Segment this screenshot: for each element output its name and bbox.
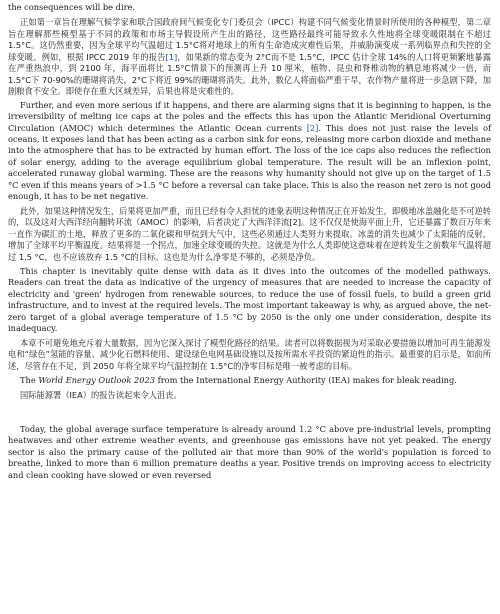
paragraph-en-5: Today, the global average surface temperature is already around 1.2 °C above pre-industrial levels, prompting heatwaves and other extreme weather events, and greenhouse gas emissions have not yet peaked. The energy sector is also the primary cause of the polluted air that more than 90% of the world's population is forced to breathe, linked to more than 6 million premature deaths a year. Positive trends on improving access to electricity and clean cooking have slowed or even reversed	[8, 423, 491, 480]
paragraph-en-2	[8, 100, 491, 203]
paragraph-zh-1-text-a: 正如第一章旨在理解气候学家和联合国政府间气候变化专门委员会（IPCC）构建不同气候变化情景时所使用的各种模型，第二章旨在理解那些模型基于不同的政策和市场主导假设所产生出的路径，这些路径最终可能导致永久性地将全球变暖限制在不超过 1.5°C。这仍然重要，因为全球平均气温超过 1.5°C将对地球上的所有生命造成灾难性后果，并威胁演变成一系列临界点和失控的全球变暖。例如，根据 IPCC 2019 年的报告	[8, 17, 491, 62]
citation-link-1[interactable]: [1]	[165, 51, 178, 62]
paragraph-en-2-text-a: Further, and even more serious if it happens, and there are alarming signs that it is beginning to happen, is the irreversibility of melting ice caps at the poles and the effects this has upon the Atlantic Meridional Overturning Circulation (AMOC) which determines the Atlantic Ocean currents	[8, 99, 491, 133]
report-title: World Energy Outlook 2023	[38, 375, 156, 386]
paragraph-zh-4: 国际能源署（IEA）的报告读起来令人沮丧。	[20, 389, 182, 400]
paragraph-zh-1	[8, 17, 491, 97]
paragraph-en-4-text-a: The	[20, 375, 39, 386]
paragraph-en-2-text-b: . This does not just raise the levels of oceans, it exposes land that has been acting as a carbon sink for eons, releasing more carbon dioxide and methane into the atmosphere that has to be extracted by human effort. The loss of the ice caps also reduces the reflection of solar energy, adding to the average equilibrium global temperature. The result will be an inflexion point, accelerated runaway global warming. These are the reasons why humanity should not give up on the target of 1.5 °C even if this means years of >1.5 °C before a reversal can take place. This is also the reason net zero is not good enough, it has to be net negative.	[8, 122, 491, 202]
paragraph-en-3: This chapter is inevitably quite dense with data as it dives into the outcomes of the modelled pathways. Readers can treat the data as indicative of the urgency of measures that are needed to increase the capacity of electricity and 'green' hydrogen from renewable sources, to reduce the use of fossil fuels, to build a green grid infrastructure, and to invest at the required levels. The most important takeaway is why, as argued above, the net-zero target of a global average temperature of 1.5 °C by 2050 is the only one under consideration, despite its inadequacy.	[8, 265, 491, 334]
paragraph-en-4-text-b: from the International Energy Authority (IEA) makes for bleak reading.	[155, 375, 457, 386]
intro-line: the consequences will be dire.	[8, 2, 136, 12]
paragraph-zh-2: 此外，如果这种情况发生，后果将更加严重，而且已经有令人担忧的迹象表明这种情况正在开始发生，即极地冰盖融化是不可逆转的，以及这对大西洋经向翻转环流（AMOC）的影响，后者决定了大西洋洋流[2]。这不仅仅是使海平面上升，它还暴露了数百万年来一直作为碳汇的土地，释放了更多的二氧化碳和甲烷到大气中，这些必须通过人类努力来提取。冰盖的消失也减少了太阳能的反射，增加了全球平均平衡温度。结果将是一个拐点，加速全球变暖的失控。这就是为什么人类即使这意味着在逆转发生之前数年气温将超过 1.5 °C，也不应该放弃 1.5 °C的目标。这也是为什么净零是不够的，必须是净负。	[8, 205, 491, 262]
paragraph-zh-3: 本章不可避免地充斥着大量数据，因为它深入探讨了模型化路径的结果。读者可以将数据视为对采取必要措施以增加可再生能源发电和“绿色”氢能的容量、减少化石燃料使用、建设绿色电网基础设施以及按所需水平投资的紧迫性的指示。最重要的启示是，如前所述，尽管存在不足，到 2050 年将全球平均气温控制在 1.5°C的净零目标是唯一被考虑的目标。	[8, 337, 491, 371]
paragraph-en-4	[8, 375, 491, 386]
citation-link-2[interactable]: [2]	[306, 122, 319, 133]
paragraph-zh-1-text-b: ，如果新的常态变为 2°C而不是 1.5°C，IPCC 估计全球 14%的人口将更频繁地暴露在严重热浪中，到 2100 年，海平面将比 1.5°C情景下的预测再上升 10 厘米，植物、昆虫和脊椎动物的栖息地将减少一倍，而 1.5°C下 70-90%的珊瑚将消失，2°C下将近 99%的珊瑚将消失。此外，数亿人将面临严重干旱，农作物产量将进一步急剧下降，加剧粮食不安全。即使存在重大区域差异，后果也将是灾难性的。	[8, 51, 491, 97]
